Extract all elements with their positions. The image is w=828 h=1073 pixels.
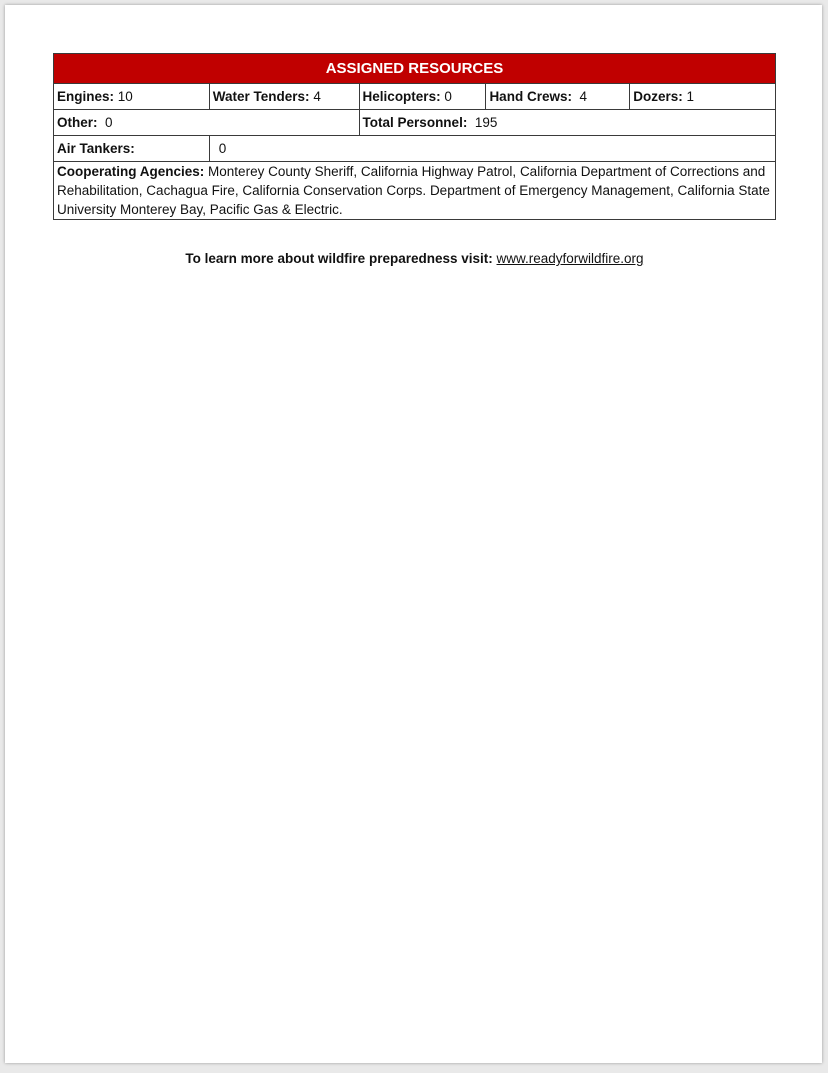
dozers-cell [630,84,776,110]
footer-lead-text: To learn more about wildfire preparedness visit: [185,251,493,266]
total-personnel-value: 195 [474,115,498,130]
total-personnel-label: Total Personnel: [362,115,468,130]
hand-crews-cell [486,84,630,110]
hand-crews-value: 4 [579,89,587,104]
cooperating-agencies-value: Monterey County Sheriff, California Highway Patrol, California Department of Corrections and Rehabilitation, Cachagua Fire, California Conservation Corps. Department of Emergency Management, California State University Monterey Bay, Pacific Gas & Electric. [57,164,770,217]
table-row [54,110,776,136]
helicopters-label: Helicopters: [362,89,441,104]
dozers-label: Dozers: [633,89,683,104]
table-row [54,136,776,162]
air-tankers-value: 0 [218,141,227,156]
total-personnel-cell [359,110,775,136]
air-tankers-label-cell [54,136,210,162]
dozers-value: 1 [686,89,694,104]
table-row [54,84,776,110]
table-title: ASSIGNED RESOURCES [54,54,776,84]
assigned-resources-table [53,53,776,220]
engines-label: Engines: [57,89,115,104]
other-value: 0 [105,115,113,130]
water-tenders-label: Water Tenders: [212,89,310,104]
readyforwildfire-link[interactable]: www.readyforwildfire.org [496,251,644,266]
water-tenders-cell [209,84,359,110]
helicopters-value: 0 [444,89,452,104]
other-cell [54,110,360,136]
engines-cell [54,84,210,110]
table-header-row [54,54,776,84]
cooperating-agencies-label: Cooperating Agencies: [57,164,205,179]
water-tenders-value: 4 [313,89,321,104]
document-page [5,5,822,1063]
helicopters-cell [359,84,486,110]
other-label: Other: [57,115,98,130]
preparedness-footer [53,251,776,266]
hand-crews-label: Hand Crews: [489,89,572,104]
air-tankers-value-cell [209,136,775,162]
cooperating-agencies-cell [54,162,776,220]
table-row [54,162,776,220]
air-tankers-label: Air Tankers: [57,141,135,156]
engines-value: 10 [117,89,133,104]
